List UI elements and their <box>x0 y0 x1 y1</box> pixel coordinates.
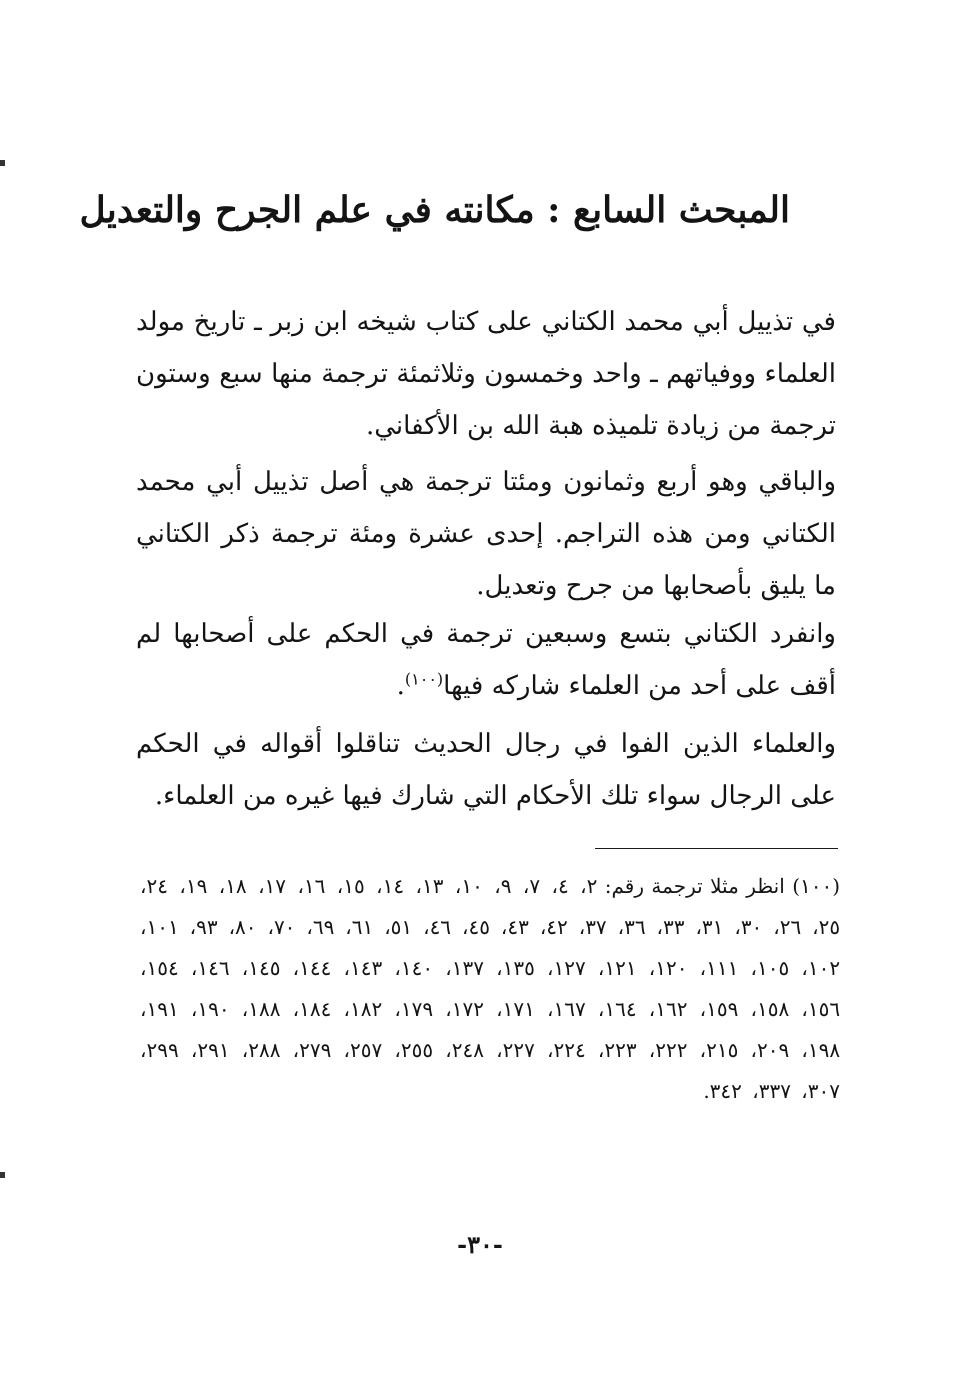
page-number: -٣٠- <box>457 1230 503 1259</box>
paragraph-3-text: وانفرد الكتاني بتسع وسبعين ترجمة في الحكم على أصحابها لم أقف على أحد من العلماء شاركه فيها <box>136 619 836 701</box>
paragraph-1 <box>136 296 836 452</box>
scan-edge-mark <box>0 1172 5 1178</box>
footnote-numbers: ٢، ٤، ٧، ٩، ١٠، ١٣، ١٤، ١٥، ١٦، ١٧، ١٨، ١٩، ٢٤، ٢٥، ٢٦، ٣٠، ٣١، ٣٣، ٣٦، ٣٧، ٤٢، ٤٣، ٤٥، ٤٦، ٥١، ٦١، ٦٩، ٧٠، ٨٠، ٩٣، ١٠١، ١٠٢، ١٠٥، ١١١، ١٢٠، ١٢١، ١٢٧، ١٣٥، ١٣٧، ١٤٠، ١٤٣، ١٤٤، ١٤٥، ١٤٦، ١٥٤، ١٥٦، ١٥٨، ١٥٩، ١٦٢، ١٦٤، ١٦٧، ١٧١، ١٧٢، ١٧٩، ١٨٢، ١٨٤، ١٨٨، ١٩٠، ١٩١، ١٩٨، ٢٠٩، ٢١٥، ٢٢٢، ٢٢٣، ٢٢٤، ٢٢٧، ٢٤٨، ٢٥٥، ٢٥٧، ٢٧٩، ٢٨٨، ٢٩١، ٢٩٩، ٣٠٧، ٣٣٧، ٣٤٢. <box>140 874 841 1103</box>
scan-edge-mark <box>0 160 5 166</box>
paragraph-2-text: والباقي وهو أربع وثمانون ومئتا ترجمة هي أصل تذييل أبي محمد الكتاني ومن هذه التراجم. إحدى عشرة ومئة ترجمة ذكر الكتاني ما يليق بأصحابها من جرح وتعديل. <box>136 467 837 601</box>
footnote-separator <box>595 848 838 849</box>
paragraph-1-text: في تذييل أبي محمد الكتاني على كتاب شيخه ابن زبر ـ تاريخ مولد العلماء ووفياتهم ـ واحد وخمسون وثلاثمئة ترجمة منها سبع وستون ترجمة من زيادة تلميذه هبة الله بن الأكفاني. <box>136 307 836 441</box>
paragraph-3-container <box>136 608 836 712</box>
section-heading: المبحث السابع : مكانته في علم الجرح والتعديل <box>79 189 790 231</box>
paragraph-3-end: . <box>396 671 405 701</box>
footnote <box>140 866 840 1112</box>
paragraph-3 <box>136 608 836 712</box>
paragraph-4 <box>136 718 836 822</box>
paragraph-4-text: والعلماء الذين الفوا في رجال الحديث تناقلوا أقواله في الحكم على الرجال سواء تلك الأحكام التي شارك فيها غيره من العلماء. <box>136 729 836 811</box>
paragraph-2 <box>136 456 836 612</box>
footnote-marker: (١٠٠) <box>792 874 841 898</box>
footnote-intro: انظر مثلا ترجمة رقم: <box>604 874 785 898</box>
footnote-reference[interactable]: (١٠٠) <box>404 669 444 689</box>
